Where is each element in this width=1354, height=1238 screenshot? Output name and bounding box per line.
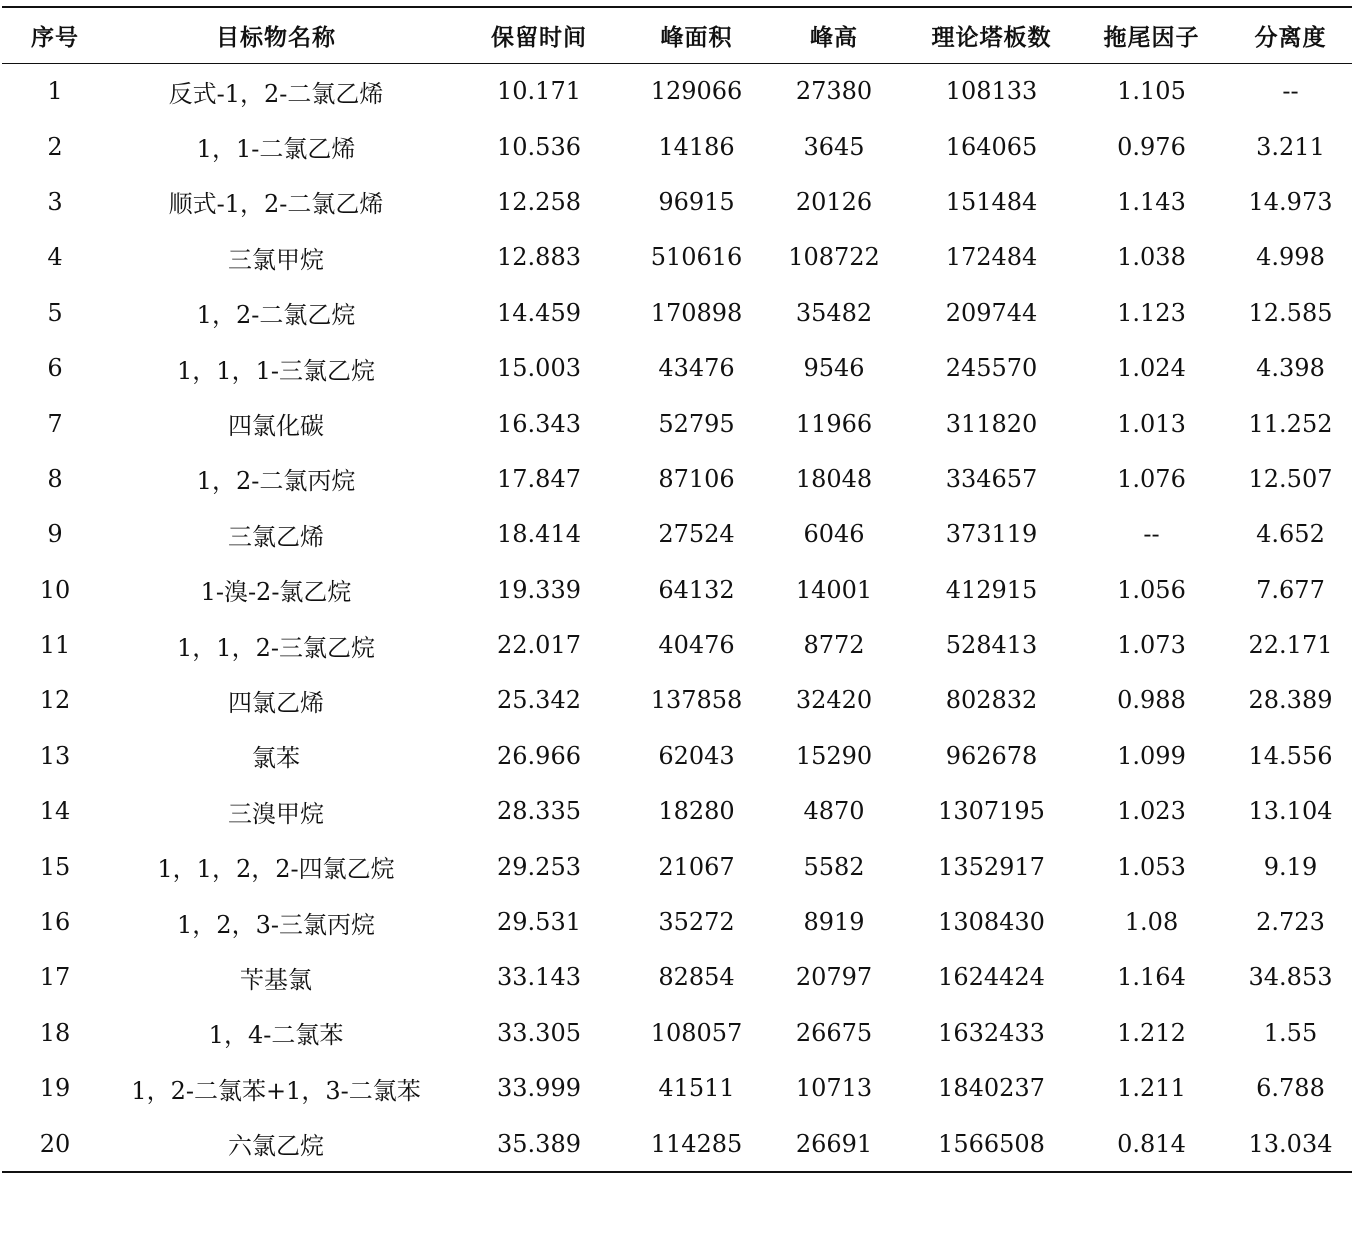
cell-peak-height: 11966 bbox=[795, 409, 873, 438]
cell-resolution: 7.677 bbox=[1256, 575, 1325, 604]
cell-tailing-factor: 1.038 bbox=[1117, 243, 1186, 272]
cell-resolution: 11.252 bbox=[1248, 409, 1333, 438]
cell-peak-height: 20126 bbox=[795, 187, 873, 216]
cell-theoretical-plates: 412915 bbox=[945, 575, 1038, 604]
table-row bbox=[2, 396, 1352, 451]
cell-peak-height: 15290 bbox=[795, 741, 873, 770]
cell-peak-area: 43476 bbox=[658, 354, 735, 383]
cell-compound-name: 四氯乙烯 bbox=[228, 688, 324, 717]
table-row bbox=[2, 950, 1352, 1005]
cell-index: 18 bbox=[39, 1018, 71, 1047]
cell-peak-area: 40476 bbox=[658, 631, 735, 660]
cell-resolution: 4.652 bbox=[1256, 520, 1325, 549]
cell-retention-time: 17.847 bbox=[497, 464, 581, 493]
cell-compound-name: 1，1，2-三氯乙烷 bbox=[177, 633, 375, 662]
cell-peak-area: 129066 bbox=[650, 77, 743, 106]
cell-compound-name: 三氯乙烯 bbox=[228, 522, 324, 551]
cell-tailing-factor: 1.143 bbox=[1117, 187, 1186, 216]
cell-compound-name: 三氯甲烷 bbox=[228, 245, 324, 274]
table-row bbox=[2, 617, 1352, 672]
cell-peak-area: 82854 bbox=[658, 963, 735, 992]
cell-peak-height: 26691 bbox=[795, 1129, 873, 1158]
cell-tailing-factor: 1.105 bbox=[1117, 77, 1186, 106]
cell-resolution: 3.211 bbox=[1256, 132, 1325, 161]
cell-index: 10 bbox=[39, 575, 71, 604]
cell-index: 14 bbox=[39, 797, 71, 826]
cell-peak-height: 3645 bbox=[803, 132, 865, 161]
cell-index: 16 bbox=[39, 908, 71, 937]
cell-peak-height: 4870 bbox=[803, 797, 865, 826]
cell-compound-name: 1，1-二氯乙烯 bbox=[196, 135, 356, 164]
cell-retention-time: 28.335 bbox=[497, 797, 581, 826]
cell-retention-time: 33.305 bbox=[497, 1018, 581, 1047]
cell-peak-height: 9546 bbox=[803, 354, 865, 383]
cell-index: 3 bbox=[47, 187, 63, 216]
cell-resolution: 4.398 bbox=[1256, 354, 1325, 383]
cell-index: 11 bbox=[39, 631, 71, 660]
table-row bbox=[2, 230, 1352, 285]
table-row bbox=[2, 894, 1352, 949]
cell-compound-name: 氯苯 bbox=[252, 744, 300, 773]
cell-retention-time: 29.531 bbox=[497, 908, 581, 937]
cell-retention-time: 35.389 bbox=[497, 1129, 581, 1158]
cell-compound-name: 1，1，2，2-四氯乙烷 bbox=[157, 855, 395, 884]
header-tailing-factor: 拖尾因子 bbox=[1103, 24, 1200, 51]
cell-peak-area: 137858 bbox=[650, 686, 743, 715]
cell-tailing-factor: 1.013 bbox=[1117, 409, 1186, 438]
cell-retention-time: 26.966 bbox=[497, 741, 581, 770]
cell-peak-height: 8919 bbox=[803, 908, 865, 937]
cell-peak-height: 35482 bbox=[795, 298, 873, 327]
cell-resolution: 1.55 bbox=[1263, 1018, 1318, 1047]
cell-compound-name: 四氯化碳 bbox=[228, 412, 324, 441]
cell-resolution: 34.853 bbox=[1248, 963, 1333, 992]
cell-index: 19 bbox=[39, 1074, 71, 1103]
cell-index: 20 bbox=[39, 1129, 71, 1158]
results-table bbox=[2, 6, 1352, 1173]
table-row bbox=[2, 507, 1352, 562]
table-row bbox=[2, 119, 1352, 174]
cell-index: 7 bbox=[47, 409, 63, 438]
cell-peak-area: 108057 bbox=[650, 1018, 743, 1047]
cell-tailing-factor: 0.988 bbox=[1117, 686, 1186, 715]
cell-index: 9 bbox=[47, 520, 63, 549]
cell-peak-area: 114285 bbox=[650, 1129, 743, 1158]
cell-tailing-factor: 0.976 bbox=[1117, 132, 1186, 161]
cell-index: 6 bbox=[47, 354, 63, 383]
cell-theoretical-plates: 1308430 bbox=[938, 908, 1045, 937]
cell-compound-name: 1，4-二氯苯 bbox=[208, 1021, 344, 1050]
cell-theoretical-plates: 1307195 bbox=[938, 797, 1045, 826]
cell-index: 17 bbox=[39, 963, 71, 992]
cell-theoretical-plates: 311820 bbox=[945, 409, 1038, 438]
cell-peak-area: 27524 bbox=[658, 520, 735, 549]
header-peak-height: 峰高 bbox=[810, 24, 858, 51]
cell-retention-time: 12.883 bbox=[497, 243, 581, 272]
cell-peak-area: 510616 bbox=[650, 243, 743, 272]
table-row bbox=[2, 451, 1352, 506]
cell-peak-area: 64132 bbox=[658, 575, 735, 604]
cell-tailing-factor: 0.814 bbox=[1117, 1129, 1186, 1158]
cell-tailing-factor: 1.053 bbox=[1117, 852, 1186, 881]
header-retention-time: 保留时间 bbox=[491, 24, 587, 51]
table-row bbox=[2, 1005, 1352, 1060]
cell-theoretical-plates: 802832 bbox=[945, 686, 1038, 715]
cell-resolution: 14.973 bbox=[1248, 187, 1333, 216]
cell-compound-name: 反式-1，2-二氯乙烯 bbox=[168, 79, 384, 108]
cell-resolution: 4.998 bbox=[1256, 243, 1325, 272]
table-row bbox=[2, 174, 1352, 229]
cell-theoretical-plates: 1624424 bbox=[938, 963, 1045, 992]
cell-tailing-factor: 1.164 bbox=[1117, 963, 1186, 992]
cell-tailing-factor: 1.023 bbox=[1117, 797, 1186, 826]
cell-tailing-factor: 1.099 bbox=[1117, 741, 1186, 770]
cell-peak-height: 8772 bbox=[803, 631, 865, 660]
cell-compound-name: 1，2-二氯乙烷 bbox=[196, 301, 356, 330]
cell-resolution: 9.19 bbox=[1263, 852, 1318, 881]
cell-peak-area: 18280 bbox=[658, 797, 735, 826]
cell-theoretical-plates: 209744 bbox=[945, 298, 1038, 327]
cell-tailing-factor: 1.08 bbox=[1124, 908, 1179, 937]
cell-compound-name: 1，1，1-三氯乙烷 bbox=[177, 356, 375, 385]
header-index: 序号 bbox=[31, 24, 79, 51]
cell-retention-time: 14.459 bbox=[497, 298, 581, 327]
table-row bbox=[2, 562, 1352, 617]
cell-peak-height: 20797 bbox=[795, 963, 873, 992]
cell-tailing-factor: 1.056 bbox=[1117, 575, 1186, 604]
cell-retention-time: 22.017 bbox=[497, 631, 581, 660]
cell-retention-time: 12.258 bbox=[497, 187, 581, 216]
cell-theoretical-plates: 108133 bbox=[945, 77, 1038, 106]
cell-peak-area: 170898 bbox=[650, 298, 743, 327]
table-row bbox=[2, 63, 1352, 119]
cell-tailing-factor: 1.076 bbox=[1117, 464, 1186, 493]
cell-compound-name: 1，2，3-三氯丙烷 bbox=[177, 910, 375, 939]
cell-index: 15 bbox=[39, 852, 71, 881]
cell-tailing-factor: 1.073 bbox=[1117, 631, 1186, 660]
cell-tailing-factor: 1.212 bbox=[1117, 1018, 1186, 1047]
table-row bbox=[2, 1061, 1352, 1116]
table-row bbox=[2, 728, 1352, 783]
cell-index: 4 bbox=[47, 243, 63, 272]
cell-peak-area: 14186 bbox=[658, 132, 735, 161]
cell-peak-height: 10713 bbox=[795, 1074, 873, 1103]
cell-compound-name: 六氯乙烷 bbox=[228, 1132, 324, 1161]
cell-retention-time: 33.143 bbox=[497, 963, 581, 992]
cell-resolution: 6.788 bbox=[1256, 1074, 1325, 1103]
cell-theoretical-plates: 962678 bbox=[945, 741, 1038, 770]
cell-index: 2 bbox=[47, 132, 63, 161]
cell-compound-name: 1，2-二氯苯+1，3-二氯苯 bbox=[131, 1076, 421, 1105]
table-row bbox=[2, 673, 1352, 728]
cell-tailing-factor: -- bbox=[1143, 520, 1160, 549]
cell-theoretical-plates: 245570 bbox=[945, 354, 1038, 383]
cell-index: 1 bbox=[47, 77, 63, 106]
table-body bbox=[2, 63, 1352, 1172]
cell-compound-name: 1，2-二氯丙烷 bbox=[196, 467, 356, 496]
cell-peak-height: 108722 bbox=[788, 243, 880, 272]
cell-index: 8 bbox=[47, 464, 63, 493]
table-row bbox=[2, 1116, 1352, 1172]
cell-resolution: 13.104 bbox=[1248, 797, 1333, 826]
cell-index: 12 bbox=[39, 686, 71, 715]
table-row bbox=[2, 784, 1352, 839]
cell-tailing-factor: 1.211 bbox=[1117, 1074, 1186, 1103]
header-compound-name: 目标物名称 bbox=[216, 24, 336, 51]
cell-compound-name: 苄基氯 bbox=[240, 965, 312, 994]
cell-resolution: 2.723 bbox=[1256, 908, 1325, 937]
cell-compound-name: 1-溴-2-氯乙烷 bbox=[200, 578, 352, 607]
cell-theoretical-plates: 1566508 bbox=[938, 1129, 1045, 1158]
cell-peak-area: 21067 bbox=[658, 852, 735, 881]
cell-peak-area: 87106 bbox=[658, 464, 735, 493]
cell-theoretical-plates: 334657 bbox=[945, 464, 1038, 493]
cell-theoretical-plates: 1840237 bbox=[938, 1074, 1045, 1103]
header-row bbox=[2, 7, 1352, 63]
table-header bbox=[2, 7, 1352, 63]
table-row bbox=[2, 340, 1352, 395]
cell-index: 5 bbox=[47, 298, 63, 327]
table-row bbox=[2, 839, 1352, 894]
cell-peak-height: 26675 bbox=[795, 1018, 873, 1047]
cell-resolution: 12.585 bbox=[1248, 298, 1333, 327]
cell-peak-area: 41511 bbox=[658, 1074, 735, 1103]
cell-retention-time: 19.339 bbox=[497, 575, 581, 604]
cell-retention-time: 29.253 bbox=[497, 852, 581, 881]
cell-tailing-factor: 1.123 bbox=[1117, 298, 1186, 327]
cell-theoretical-plates: 164065 bbox=[945, 132, 1038, 161]
cell-theoretical-plates: 151484 bbox=[945, 187, 1038, 216]
cell-index: 13 bbox=[39, 741, 71, 770]
cell-compound-name: 三溴甲烷 bbox=[228, 799, 324, 828]
cell-resolution: 14.556 bbox=[1248, 741, 1333, 770]
cell-peak-height: 18048 bbox=[795, 464, 873, 493]
cell-retention-time: 10.171 bbox=[497, 77, 581, 106]
cell-theoretical-plates: 172484 bbox=[945, 243, 1038, 272]
cell-retention-time: 15.003 bbox=[497, 354, 581, 383]
cell-resolution: 12.507 bbox=[1248, 464, 1333, 493]
cell-resolution: 22.171 bbox=[1248, 631, 1333, 660]
cell-resolution: 28.389 bbox=[1248, 686, 1333, 715]
header-resolution: 分离度 bbox=[1254, 24, 1327, 51]
cell-peak-height: 32420 bbox=[795, 686, 873, 715]
cell-theoretical-plates: 1352917 bbox=[938, 852, 1045, 881]
table-row bbox=[2, 285, 1352, 340]
cell-peak-area: 62043 bbox=[658, 741, 735, 770]
cell-peak-area: 52795 bbox=[658, 409, 735, 438]
cell-peak-height: 6046 bbox=[803, 520, 865, 549]
cell-retention-time: 10.536 bbox=[497, 132, 581, 161]
cell-resolution: -- bbox=[1282, 77, 1299, 106]
cell-retention-time: 18.414 bbox=[497, 520, 581, 549]
cell-peak-height: 5582 bbox=[803, 852, 865, 881]
header-theoretical-plates: 理论塔板数 bbox=[931, 24, 1052, 51]
results-table-container bbox=[2, 6, 1352, 1173]
cell-retention-time: 25.342 bbox=[497, 686, 581, 715]
cell-retention-time: 16.343 bbox=[497, 409, 581, 438]
cell-tailing-factor: 1.024 bbox=[1117, 354, 1186, 383]
cell-theoretical-plates: 373119 bbox=[945, 520, 1038, 549]
cell-theoretical-plates: 528413 bbox=[945, 631, 1038, 660]
cell-theoretical-plates: 1632433 bbox=[938, 1018, 1045, 1047]
cell-retention-time: 33.999 bbox=[497, 1074, 581, 1103]
cell-resolution: 13.034 bbox=[1248, 1129, 1333, 1158]
cell-peak-height: 27380 bbox=[795, 77, 873, 106]
cell-peak-area: 35272 bbox=[658, 908, 735, 937]
cell-peak-height: 14001 bbox=[795, 575, 873, 604]
cell-peak-area: 96915 bbox=[658, 187, 735, 216]
cell-compound-name: 顺式-1，2-二氯乙烯 bbox=[168, 190, 384, 219]
header-peak-area: 峰面积 bbox=[660, 24, 733, 51]
